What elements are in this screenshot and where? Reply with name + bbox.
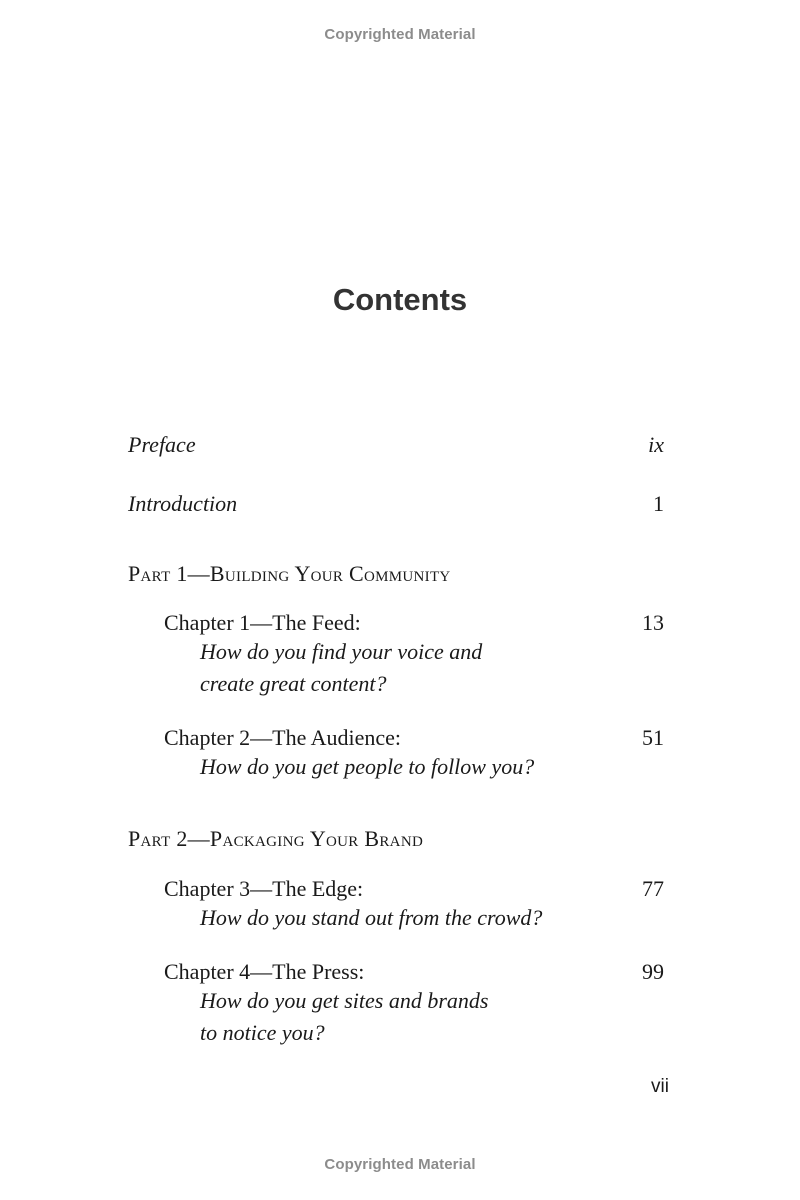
toc-chapter-page: 13 (642, 610, 664, 635)
toc-chapter-label: Chapter 1—The Feed: (164, 610, 361, 635)
page-title: Contents (332, 282, 468, 317)
toc-chapter-subtitle-line: How do you get people to follow you? (200, 754, 535, 779)
toc-chapter-4[interactable] (164, 959, 664, 1049)
toc-chapter-page: 77 (642, 876, 664, 901)
toc-chapter-page: 51 (642, 725, 664, 750)
toc-part-1-heading: Part 1—Building Your Community (128, 561, 451, 586)
toc-chapter-label: Chapter 2—The Audience: (164, 725, 402, 750)
toc-chapter-page: 99 (642, 959, 664, 984)
toc-entry-preface[interactable] (128, 432, 664, 458)
toc-entry-page: 1 (653, 491, 664, 516)
copyright-watermark-bottom: Copyrighted Material (324, 1156, 476, 1173)
toc-chapter-subtitle-line: How do you find your voice and (200, 639, 483, 664)
toc-entry-label: Preface (128, 432, 196, 457)
toc-chapter-3[interactable] (164, 876, 664, 934)
toc-chapter-1[interactable] (164, 610, 664, 700)
toc-chapter-2[interactable] (164, 725, 664, 783)
toc-chapter-subtitle-line: to notice you? (200, 1020, 325, 1045)
toc-entry-label: Introduction (128, 491, 238, 516)
toc-entry-page: ix (648, 432, 664, 457)
toc-chapter-subtitle-line: How do you stand out from the crowd? (200, 905, 543, 930)
copyright-watermark-top: Copyrighted Material (324, 26, 476, 43)
toc-chapter-label: Chapter 3—The Edge: (164, 876, 364, 901)
toc-entry-introduction[interactable] (128, 491, 664, 517)
toc-chapter-subtitle-line: create great content? (200, 671, 387, 696)
toc-chapter-label: Chapter 4—The Press: (164, 959, 365, 984)
page-number: vii (651, 1076, 669, 1097)
toc-chapter-subtitle-line: How do you get sites and brands (200, 988, 489, 1013)
toc-part-2-heading: Part 2—Packaging Your Brand (128, 826, 424, 851)
